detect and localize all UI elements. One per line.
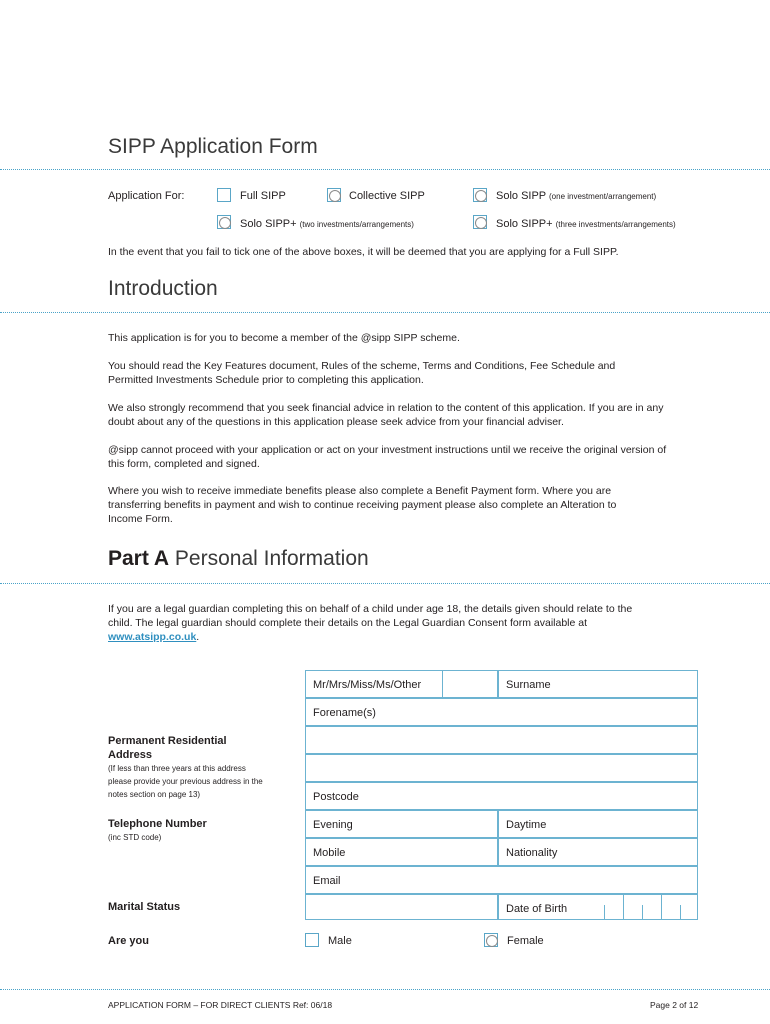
title-field-label: Mr/Mrs/Miss/Ms/Other xyxy=(313,679,422,691)
solo-sipp-plus-two-note: (two investments/arrangements) xyxy=(299,220,414,229)
title-field[interactable] xyxy=(305,670,498,698)
evening-field-label: Evening xyxy=(313,819,353,831)
full-sipp-checkbox[interactable] xyxy=(217,188,231,202)
surname-field[interactable] xyxy=(498,670,698,698)
marital-status-label: Marital Status xyxy=(108,901,181,913)
address-line-2-field[interactable] xyxy=(305,754,698,782)
female-checkbox[interactable] xyxy=(484,933,498,947)
divider xyxy=(0,583,770,584)
male-label: Male xyxy=(328,935,352,947)
telephone-label: Telephone Number xyxy=(108,818,207,830)
daytime-phone-field[interactable] xyxy=(498,810,698,838)
divider xyxy=(0,312,770,313)
address-line-1-field[interactable] xyxy=(305,726,698,754)
solo-sipp-plus-two-label xyxy=(240,218,414,230)
guardian-end: . xyxy=(196,631,200,643)
solo-sipp-plus-two-checkbox[interactable] xyxy=(217,215,231,229)
form-title: SIPP Application Form xyxy=(108,135,318,158)
intro-paragraph-2: You should read the Key Features document, Rules of the scheme, Terms and Conditions, Fee Schedule and Permitted Investments Schedule prior to completing this application. xyxy=(108,360,616,386)
part-a-heading xyxy=(108,547,369,571)
forenames-field[interactable] xyxy=(305,698,698,726)
dob-separator xyxy=(642,905,643,919)
email-field[interactable] xyxy=(305,866,698,894)
default-selection-note: In the event that you fail to tick one of the above boxes, it will be deemed that you are applying for a Full SIPP. xyxy=(108,246,619,258)
mobile-field-label: Mobile xyxy=(313,847,346,859)
guardian-note xyxy=(108,602,643,644)
intro-paragraph-5: Where you wish to receive immediate benefits please also complete a Benefit Payment form. Where you are transferring benefits in payment and wish to continue receiving payment please also complete an Alteration to Income Form. xyxy=(108,485,617,525)
solo-sipp-plus-three-note: (three investments/arrangements) xyxy=(555,220,676,229)
intro-paragraph-3: We also strongly recommend that you seek financial advice in relation to the content of this application. If you are in any doubt about any of the questions in this application please seek advice from your financial adviser. xyxy=(108,402,664,428)
nationality-field[interactable] xyxy=(498,838,698,866)
solo-sipp-plus-two-text: Solo SIPP+ xyxy=(240,218,297,230)
intro-paragraph-1: This application is for you to become a member of the @sipp SIPP scheme. xyxy=(108,332,460,344)
full-sipp-label: Full SIPP xyxy=(240,190,286,202)
solo-sipp-note: (one investment/arrangement) xyxy=(549,192,657,201)
intro-paragraph-4: @sipp cannot proceed with your application or act on your investment instructions until we receive the original version of this form, completed and signed. xyxy=(108,444,667,470)
solo-sipp-plus-three-checkbox[interactable] xyxy=(473,215,487,229)
footer-reference: APPLICATION FORM – FOR DIRECT CLIENTS Ref: 06/18 xyxy=(108,1000,333,1010)
address-note: (If less than three years at this address please provide your previous address in the notes section on page 13) xyxy=(108,764,263,799)
title-field-divider xyxy=(442,671,443,697)
dob-separator xyxy=(604,905,605,919)
part-a-title: Personal Information xyxy=(174,547,369,570)
page-number: Page 2 of 12 xyxy=(650,1000,699,1010)
mobile-field[interactable] xyxy=(305,838,498,866)
dob-separator xyxy=(661,893,662,919)
website-link[interactable]: www.atsipp.co.uk xyxy=(108,631,197,643)
surname-field-label: Surname xyxy=(506,679,551,691)
part-a-label: Part A xyxy=(108,547,170,570)
marital-status-field[interactable] xyxy=(305,894,498,920)
female-label: Female xyxy=(507,935,544,947)
dob-field-label: Date of Birth xyxy=(506,903,568,915)
dob-separator xyxy=(623,893,624,919)
daytime-field-label: Daytime xyxy=(506,819,547,831)
male-checkbox[interactable] xyxy=(305,933,319,947)
application-for-label: Application For: xyxy=(108,190,185,202)
solo-sipp-label xyxy=(496,190,656,202)
collective-sipp-checkbox[interactable] xyxy=(327,188,341,202)
solo-sipp-text: Solo SIPP xyxy=(496,190,546,202)
are-you-label: Are you xyxy=(108,935,149,947)
solo-sipp-plus-three-text: Solo SIPP+ xyxy=(496,218,553,230)
collective-sipp-label: Collective SIPP xyxy=(349,190,425,202)
solo-sipp-plus-three-label xyxy=(496,218,676,230)
forenames-field-label: Forename(s) xyxy=(313,707,376,719)
email-field-label: Email xyxy=(313,875,341,887)
address-label: Permanent Residential Address xyxy=(108,735,227,761)
nationality-field-label: Nationality xyxy=(506,847,558,859)
footer-divider xyxy=(0,989,770,990)
evening-phone-field[interactable] xyxy=(305,810,498,838)
postcode-field-label: Postcode xyxy=(313,791,359,803)
date-of-birth-field[interactable] xyxy=(498,894,698,920)
dob-separator xyxy=(680,905,681,919)
solo-sipp-checkbox[interactable] xyxy=(473,188,487,202)
guardian-text: If you are a legal guardian completing this on behalf of a child under age 18, the details given should relate to the child. The legal guardian should complete their details on the Legal Guardian Consent form available at xyxy=(108,603,633,629)
telephone-note: (inc STD code) xyxy=(108,833,162,842)
divider xyxy=(0,169,770,170)
intro-heading: Introduction xyxy=(108,277,218,300)
postcode-field[interactable] xyxy=(305,782,698,810)
